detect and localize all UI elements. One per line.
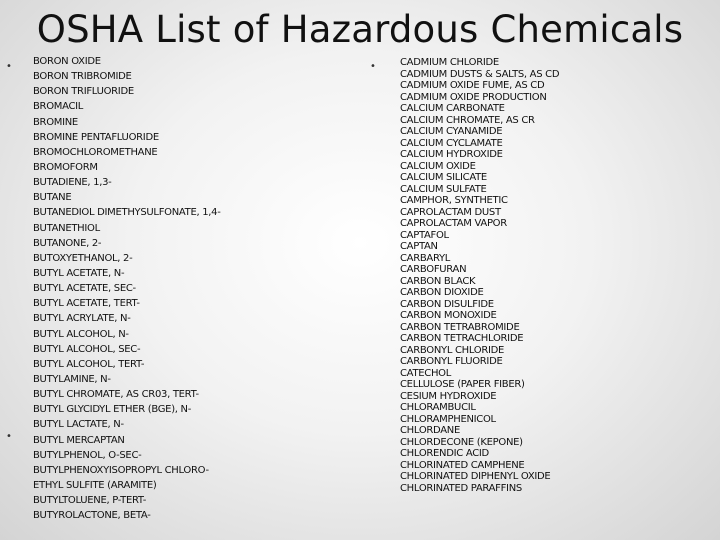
chemical-list-item: CARBON DIOXIDE	[400, 287, 484, 298]
chemical-list-item: CALCIUM CARBONATE	[400, 103, 505, 114]
chemical-list-item: CAPTAFOL	[400, 229, 449, 241]
chemical-list-item: CALCIUM CYCLAMATE	[400, 137, 503, 149]
chemical-list-item: CADMIUM CHLORIDE	[400, 57, 499, 68]
chemical-list-item: CARBON TETRACHLORIDE	[400, 333, 524, 344]
chemical-list-item: CHLORDECONE (KEPONE)	[400, 436, 523, 448]
chemical-list-item: CALCIUM CHROMATE, AS CR	[400, 114, 535, 126]
chemical-list-item: CARBARYL	[400, 252, 451, 264]
chemical-list-item: BUTADIENE, 1,3-	[33, 177, 112, 189]
chemical-list-item: CAPTAN	[400, 241, 438, 252]
chemical-list-item: CARBONYL CHLORIDE	[400, 344, 505, 356]
chemical-list-item: BUTYL ALCOHOL, SEC-	[33, 343, 141, 355]
chemical-list-item: CADMIUM DUSTS & SALTS, AS CD	[400, 68, 560, 80]
chemical-list-item: BUTYLAMINE, N-	[33, 373, 111, 385]
chemical-list-item: BUTANONE, 2-	[33, 237, 102, 249]
chemical-list-item: CHLORAMBUCIL	[400, 402, 476, 413]
bullet-left-top: •	[6, 61, 12, 72]
chemical-list-item: CAMPHOR, SYNTHETIC	[400, 195, 508, 206]
chemical-list-item: CATECHOL	[400, 367, 452, 379]
chemical-list-item: BROMOFORM	[33, 161, 98, 173]
chemical-list-item: CHLORINATED CAMPHENE	[400, 459, 525, 471]
chemical-list-item: BUTYL MERCAPTAN	[33, 434, 125, 446]
chemical-list-item: CARBON MONOXIDE	[400, 310, 497, 321]
chemical-list-item: BUTANETHIOL	[33, 222, 100, 234]
chemical-list-item: CELLULOSE (PAPER FIBER)	[400, 379, 525, 390]
chemical-list-item: CHLORINATED DIPHENYL OXIDE	[400, 471, 551, 482]
chemical-list-item: BUTYL ACETATE, N-	[33, 267, 125, 279]
chemical-list-item: BUTYL CHROMATE, AS CR03, TERT-	[33, 389, 199, 401]
chemical-list-item: CALCIUM HYDROXIDE	[400, 149, 503, 160]
chemical-list-item: BROMINE PENTAFLUORIDE	[33, 131, 159, 143]
chemical-list-item: CHLORINATED PARAFFINS	[400, 482, 522, 494]
chemical-list-item: CARBONYL FLUORIDE	[400, 356, 503, 367]
chemical-list-item: CARBON DISULFIDE	[400, 298, 494, 310]
bullet-right-top: •	[370, 61, 376, 72]
chemical-list-item: CALCIUM SULFATE	[400, 183, 487, 195]
chemical-list-item: CESIUM HYDROXIDE	[400, 390, 497, 402]
right-chemical-list	[400, 57, 559, 494]
chemical-list-item: BORON OXIDE	[33, 56, 101, 67]
chemical-list-item: CADMIUM OXIDE PRODUCTION	[400, 91, 547, 103]
chemical-list-item: BUTYLPHENOL, O-SEC-	[33, 449, 142, 461]
chemical-list-item: BUTYLTOLUENE, P-TERT-	[33, 495, 147, 507]
chemical-list-item: BROMINE	[33, 116, 78, 128]
chemical-list-item: CADMIUM OXIDE FUME, AS CD	[400, 80, 545, 91]
chemical-list-item: BUTYL LACTATE, N-	[33, 419, 124, 431]
chemical-list-item: BORON TRIFLUORIDE	[33, 86, 134, 98]
chemical-list-item: BROMOCHLOROMETHANE	[33, 146, 158, 158]
chemical-list-item: BUTANE	[33, 192, 72, 204]
chemical-list-item: CHLORENDIC ACID	[400, 448, 489, 459]
slide-title: OSHA List of Hazardous Chemicals	[36, 8, 684, 51]
chemical-list-item: CARBON BLACK	[400, 275, 476, 287]
bullet-left-bottom: •	[6, 431, 12, 442]
chemical-list-item: CAPROLACTAM VAPOR	[400, 218, 507, 229]
chemical-list-item: BROMACIL	[33, 101, 84, 113]
chemical-list-item: CHLORAMPHENICOL	[400, 413, 496, 425]
chemical-list-item: BUTYL ALCOHOL, N-	[33, 328, 129, 340]
chemical-list-item: BUTOXYETHANOL, 2-	[33, 252, 133, 264]
chemical-list-item: CALCIUM SILICATE	[400, 172, 487, 183]
chemical-list-item: BUTYL ACRYLATE, N-	[33, 313, 131, 325]
chemical-list-item: BUTANEDIOL DIMETHYSULFONATE, 1,4-	[33, 207, 221, 219]
chemical-list-item: CAPROLACTAM DUST	[400, 206, 501, 218]
chemical-list-item: CHLORDANE	[400, 425, 461, 436]
chemical-list-item: BUTYL ALCOHOL, TERT-	[33, 358, 145, 370]
left-chemical-list	[33, 54, 221, 523]
chemical-list-item: BUTYROLACTONE, BETA-	[33, 510, 151, 522]
chemical-list-item: CALCIUM OXIDE	[400, 160, 476, 172]
chemical-list-item: ETHYL SULFITE (ARAMITE)	[33, 479, 157, 491]
chemical-list-item: CARBON TETRABROMIDE	[400, 321, 520, 333]
chemical-list-item: BORON TRIBROMIDE	[33, 71, 132, 83]
chemical-list-item: CALCIUM CYANAMIDE	[400, 126, 503, 137]
chemical-list-item: BUTYL ACETATE, TERT-	[33, 298, 140, 310]
chemical-list-item: BUTYL ACETATE, SEC-	[33, 283, 136, 295]
chemical-list-item: CARBOFURAN	[400, 264, 467, 275]
chemical-list-item: BUTYL GLYCIDYL ETHER (BGE), N-	[33, 404, 192, 416]
chemical-list-item: BUTYLPHENOXYISOPROPYL CHLORO-	[33, 464, 209, 476]
